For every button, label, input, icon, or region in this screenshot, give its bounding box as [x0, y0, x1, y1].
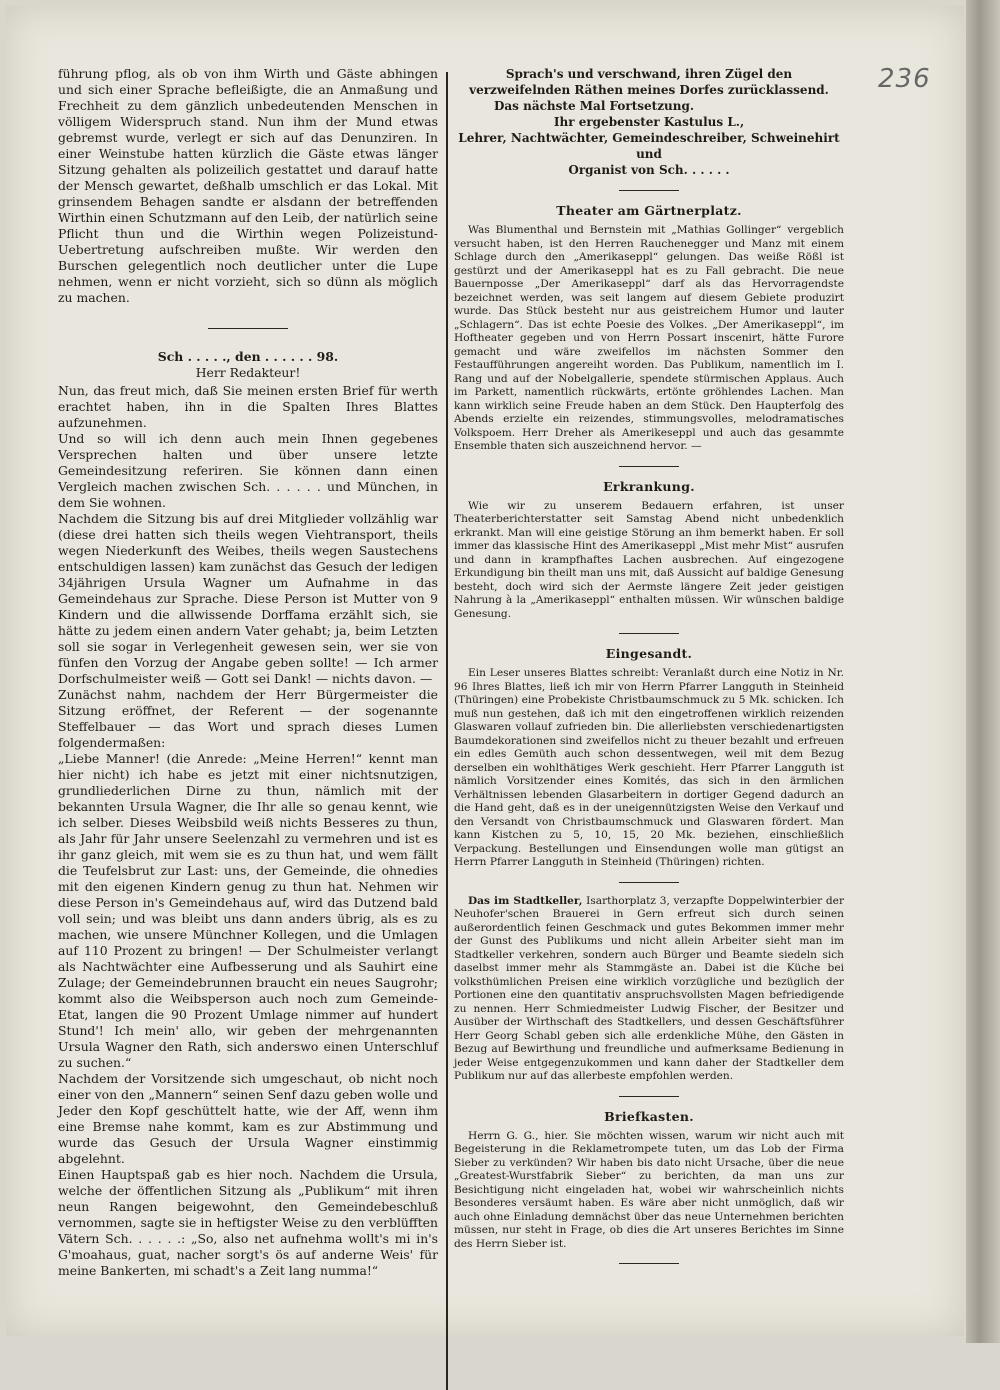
letter-paragraph-7: Einen Hauptspaß gab es hier noch. Nachdem die Ursula, welche der öffentlichen Sitzung als „Publikum“ mit ihren neun Rangen beigewohnt, den Gemeindebeschluß vernommen, sagte sie in heftigster Weise zu den verblüfften Vätern Sch. . . . . .: „So, also net aufnehma wollt's mi in's G'moahaus, guat, nacher sorgt's ös auf anderne Weis' für meine Bankerten, mi schadt's a Zeit lang numma!“ — [58, 1167, 438, 1278]
signature-line-2: Organist von Sch. . . . . . — [568, 163, 730, 177]
column-divider — [446, 72, 448, 1390]
letter-closing: Ihr ergebenster Kastulus L., — [553, 115, 745, 129]
letter-paragraph-2: Und so will ich denn auch mein Ihnen gegebenes Versprechen halten und über unsere letzte Gemeindesitzung referiren. Sie können dann einen Vergleich machen zwischen Sch. . . . . . und München, in dem Sie wohnen. — [58, 431, 438, 510]
letter-salutation: Herr Redakteur! — [195, 365, 301, 380]
theater-text: Was Blumenthal und Bernstein mit „Mathias Gollinger“ vergeblich versucht haben, ist den Herren Rauchenegger und Manz mit einem Schlage durch den „Amerikaseppl“ gelungen. Das weiße Rößl ist gestürzt und der Amerikaseppl hat es zu Fall gebracht. Die neue Bauernposse „Der Amerikaseppl“ darf als das Hervorragendste bezeichnet werden, was seit langem auf diesem Gebiete produzirt wurde. Das Stück besteht nur aus geistreichem Humor und lauter „Schlagern“. Das ist echte Poesie des Volkes. „Der Amerikaseppl“, im Hoftheater gegeben und von Herrn Possart inscenirt, hätte Furore gemacht und wäre zweifellos im nächsten Sommer den Festaufführungen angereiht worden. Das Publikum, namentlich im I. Rang und auf der Nobelgallerie, spendete stürmischen Applaus. Auch im Parkett, namentlich rückwärts, ertönte gröhlendes Lachen. Man kann wirklich seine Freude haben an dem Stück. Den Haupterfolg des Abends erzielte ein reizendes, stimmungsvolles, melodramatisches Volkspoem. Herr Dreher als Amerikeseppl und auch das gesammte Ensemble thaten sich auszeichnend hervor. — — [454, 224, 844, 452]
separator — [619, 633, 679, 634]
intro-paragraph: führung pflog, als ob von ihm Wirth und Gäste abhingen und sich einer Sprache befleißigte, die an Anmaßung und Frechheit zu dem gänzlich unbedeutenden Menschen in völligem Widerspruch stand. Nun ihm der Mund etwas gebremst wurde, verlegt er sich auf das Denunziren. In einer Weinstube hatten kürzlich die Gäste etwas länger Sitzung gehalten als polizeilich gestattet und darauf hatte der Mensch gewartet, deßhalb umschlich er das Lokal. Mit grinsendem Behagen sandte er alsdann der betreffenden Wirthin einen Schutzmann auf den Leib, der natürlich seine Pflicht thun und die Wirthin wegen Polizeistund-Uebertretung aufschreiben mußte. Wir werden den Burschen gelegentlich noch deutlicher unter die Lupe nehmen, wenn er nicht vorzieht, sich so dünn als möglich zu machen. — [58, 66, 438, 305]
stadtkeller-text: Isarthorplatz 3, verzapfte Doppelwinterbier der Neuhofer'schen Brauerei in Gern erfreut sich durch seinen außerordentlich feinen Geschmack und gutes Bekommen immer mehr der Gunst des Publikums und nicht allein Arbeiter sieht man im Stadtkeller verkehren, sondern auch Bürger und Beamte siedeln sich daselbst immer mehr als Stammgäste an. Dabei ist die Küche bei volksthümlichen Preisen eine wirklich vorzügliche und bezüglich der Portionen eine den quantitativ anspruchsvollsten Magen befriedigende zu nennen. Herr Schmiedmeister Ludwig Fischer, der Besitzer und Ausüber der Wirthschaft des Stadtkellers, und dessen Geschäftsführer Herr Georg Schabl geben sich alle erdenkliche Mühe, den Gästen in Bezug auf Bewirthung und freundliche und aufmerksame Bedienung in jeder Weise entgegenzukommen und kann daher der Stadtkeller dem Publikum nur auf das allerbeste empfohlen werden. — [454, 894, 845, 1082]
separator — [619, 1096, 679, 1097]
signature-line-1: Lehrer, Nachtwächter, Gemeindeschreiber, Schweinehirt und — [458, 131, 840, 161]
left-column — [58, 66, 438, 1279]
separator — [619, 882, 679, 883]
letter-paragraph-6: Nachdem der Vorsitzende sich umgeschaut, ob nicht noch einer von den „Mannern“ seinen Senf dazu geben wolle und Jeder den Kopf geschüttelt hatte, wie der Aff, wenn ihm eine Bremse nahe kommt, kam es zur Abstimmung und wurde das Gesuch der Ursula Wagner einstimmig abgelehnt. — [58, 1071, 438, 1166]
separator — [619, 190, 679, 191]
book-edge — [966, 0, 1000, 1343]
right-column — [454, 66, 844, 1276]
letter-paragraph-4: Zunächst nahm, nachdem der Herr Bürgermeister die Sitzung eröffnet, der Referent — der sogenannte Steffelbauer — das Wort und sprach dieses Lumen folgendermaßen: — [58, 687, 438, 750]
letter-paragraph-3: Nachdem die Sitzung bis auf drei Mitglieder vollzählig war (diese drei hatten sich theils wegen Viehtransport, theils wegen Niederkunft des Weibes, theils wegen Saustechens entschuldigen lassen) kam zunächst das Gesuch der ledigen 34jährigen Ursula Wagner um Aufnahme in das Gemeindehaus zur Sprache. Diese Person ist Mutter von 9 Kindern und die allwissende Dorffama erzählt sich, sie hätte zu jedem einen andern Vater gehabt; ja, beim Letzten soll sie sogar in Verlegenheit gewesen sein, wer sie von fünfen den Vorzug der Angabe geben sollte! — Ich armer Dorfschulmeister weiß — Gott sei Dank! — nichts davon. — — [58, 511, 438, 686]
illness-heading: Erkrankung. — [603, 478, 695, 494]
continuation-note: Das nächste Mal Fortsetzung. — [494, 99, 695, 113]
newspaper-page — [6, 6, 964, 1336]
letter-dateline: Sch . . . . ., den . . . . . . 98. — [157, 349, 339, 364]
separator — [619, 1263, 679, 1264]
stadtkeller-lead: Das im Stadtkeller, — [468, 894, 583, 907]
letter-paragraph-1: Nun, das freut mich, daß Sie meinen ersten Brief für werth erachtet haben, ihn in die Spalten Ihres Blattes aufzunehmen. — [58, 383, 438, 430]
submitted-heading: Eingesandt. — [605, 646, 693, 661]
letter-paragraph-5: „Liebe Manner! (die Anrede: „Meine Herren!“ kennt man hier nicht) ich habe es jetzt mit einer nichtsnutzigen, grundliederlichen Dirne zu thun, nämlich mit der bekannten Ursula Wagner, die Ihr alle so genau kennt, wie ich selber. Dieses Weibsbild weiß nichts Besseres zu thun, als Jahr für Jahr unsere Seelenzahl zu vermehren und ist es ihr ganz gleich, mit wem sie es zu thun hat, und wem fällt die Teufelsbrut zur Last: uns, der Gemeinde, die ohnedies mit den eigenen Kindern genug zu thun hat. Nehmen wir diese Person in's Gemeindehaus auf, wird das Dutzend bald voll sein; und was bleibt uns dann anders übrig, als es zu machen, wie unsere Münchner Kollegen, und die Umlagen auf 110 Prozent zu bringen! — Der Schulmeister verlangt als Nachtwächter eine Aufbesserung und als Sauhirt eine Zulage; der Gemeindebrunnen braucht ein neues Saugrohr; kommt also die Weibsperson auch noch zum Gemeinde-Etat, langen die 90 Prozent Umlage nimmer auf hundert Stund'! Ich mein' allo, wir geben der mehrgenannten Ursula Wagner den Rath, sich anderswo einen Unterschluf zu suchen.“ — [58, 751, 438, 1070]
separator — [619, 466, 679, 467]
mailbox-heading: Briefkasten. — [604, 1108, 694, 1124]
submitted-text: Ein Leser unseres Blattes schreibt: Veranlaßt durch eine Notiz in Nr. 96 Ihres Blattes, ließ ich mir von Herrn Pfarrer Langguth in Steinheid (Thüringen) eine Probekiste Christbaumschmuck zu 5 Mk. schicken. Ich muß nun gestehen, daß ich mit den eingetroffenen wirklich reizenden Glaswaren vollauf zufrieden bin. Die allerliebsten verschiedenartigsten Baumdekorationen sind zweifellos nicht zu theuer bezahlt und erfreuen ein edles Gemüth auch schon dessentwegen, weil mit dem Bezug derselben ein wohlthätiges Werk geschieht. Herr Pfarrer Langguth ist nämlich Vorsitzender eines Komités, das sich in den ärmlichen Verhältnissen lebenden Glasarbeitern in dortiger Gegend dadurch an die Hand geht, daß es in der uneigennützigsten Weise den Verkauf und den Versandt von Christbaumschmuck und Glaswaren fördert. Man kann Kistchen zu 5, 10, 15, 20 Mk. beziehen, einschließlich Verpackung. Bestellungen und Einsendungen wolle man gütigst an Herrn Pfarrer Langguth in Steinheid (Thüringen) richten. — [454, 667, 844, 868]
illness-text: Wie wir zu unserem Bedauern erfahren, ist unser Theaterberichterstatter seit Samstag Abend nicht unbedenklich erkrankt. Man will eine geistige Störung an ihm bemerkt haben. Er soll immer das klassische Hint des Amerikaseppl „Mist mehr Mist“ ausrufen und dann in krampfhaftes Lachen ausbrechen. Auf eingezogene Erkundigung bin theilt man uns mit, daß Aussicht auf baldige Genesung besteht, doch wird sich der Aermste längere Zeit jeder geistigen Nahrung à la „Amerikaseppl“ enthalten müssen. Wir wünschen baldige Genesung. — [454, 499, 844, 620]
letter-end: Sprach's und verschwand, ihren Zügel den verzweifelnden Räthen meines Dorfes zurücklassend. — [469, 67, 829, 97]
mailbox-text: Herrn G. G., hier. Sie möchten wissen, warum wir nicht auch mit Begeisterung in die Reklametrompete tuten, um das Lob der Firma Sieber zu verkünden? Wir haben bis dato nicht Ursache, über die neue „Greatest-Wurstfabrik Sieber“ zu berichten, da man uns zur Besichtigung nicht eingeladen hat, wobei wir wahrscheinlich nichts Besonderes versäumt haben. Es wäre aber nicht unmöglich, daß wir auch ohne Einladung demnächst über das neue Unternehmen berichten müssen, nur steht in Frage, ob dies die Art unseres Berichtes im Sinne des Herrn Sieber ist. — [454, 1129, 844, 1250]
separator — [208, 328, 288, 329]
handwritten-page-number: 236 — [878, 64, 931, 94]
theater-heading: Theater am Gärtnerplatz. — [556, 203, 742, 218]
stadtkeller-notice — [454, 895, 844, 1084]
